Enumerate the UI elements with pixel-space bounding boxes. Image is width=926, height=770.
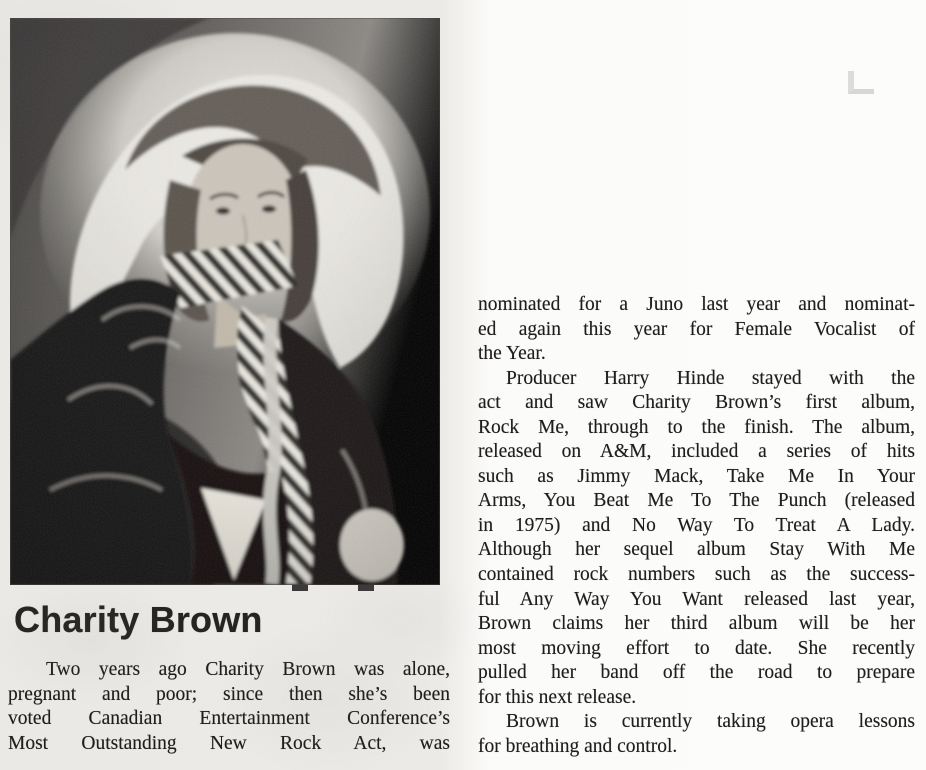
text-line: released on A&M, included a series of hits (478, 441, 915, 463)
text-line: Brown claims her third album will be her (478, 613, 915, 635)
photo-illustration (10, 18, 440, 585)
photo-bottom-tick (358, 585, 374, 591)
text-line: the Year. (478, 343, 546, 365)
text-line: such as Jimmy Mack, Take Me In Your (478, 465, 915, 487)
article-headline: Charity Brown (14, 599, 263, 640)
photo-bottom-tick (292, 585, 308, 591)
text-line: in 1975) and No Way To Treat A Lady. (478, 514, 915, 536)
text-line: act and saw Charity Brown’s first album, (478, 392, 915, 414)
text-line: ful Any Way You Want released last year, (478, 588, 915, 610)
left-text-column (8, 658, 450, 756)
paragraph (478, 710, 915, 759)
paragraph (8, 658, 450, 756)
text-line: Producer Harry Hinde stayed with the (506, 367, 915, 389)
text-line: Most Outstanding New Rock Act, was (8, 732, 450, 754)
text-line: contained rock numbers such as the success- (478, 564, 915, 586)
text-line: for this next release. (478, 686, 637, 708)
text-line: most moving effort to date. She recently (478, 637, 915, 659)
charity-brown-photo (10, 18, 440, 585)
text-line: Although her sequel album Stay With Me (478, 539, 915, 561)
right-text-column (478, 293, 915, 759)
text-line: Rock Me, through to the finish. The album, (478, 416, 915, 438)
text-line: ed again this year for Female Vocalist of (478, 318, 915, 340)
text-line: voted Canadian Entertainment Conference’s (8, 708, 450, 730)
text-line: Brown is currently taking opera lessons (506, 711, 915, 733)
text-line: pulled her band off the road to prepare (478, 662, 915, 684)
text-line: pregnant and poor; since then she’s been (8, 683, 450, 705)
text-line: Two years ago Charity Brown was alone, (46, 659, 450, 680)
photo-grain (10, 18, 440, 585)
text-line: for breathing and control. (478, 735, 678, 757)
text-line: nominated for a Juno last year and nominat- (478, 294, 915, 315)
paragraph (478, 367, 915, 711)
paragraph (478, 293, 915, 367)
text-line: Arms, You Beat Me To The Punch (released (478, 490, 915, 512)
crop-mark-icon (848, 71, 874, 94)
